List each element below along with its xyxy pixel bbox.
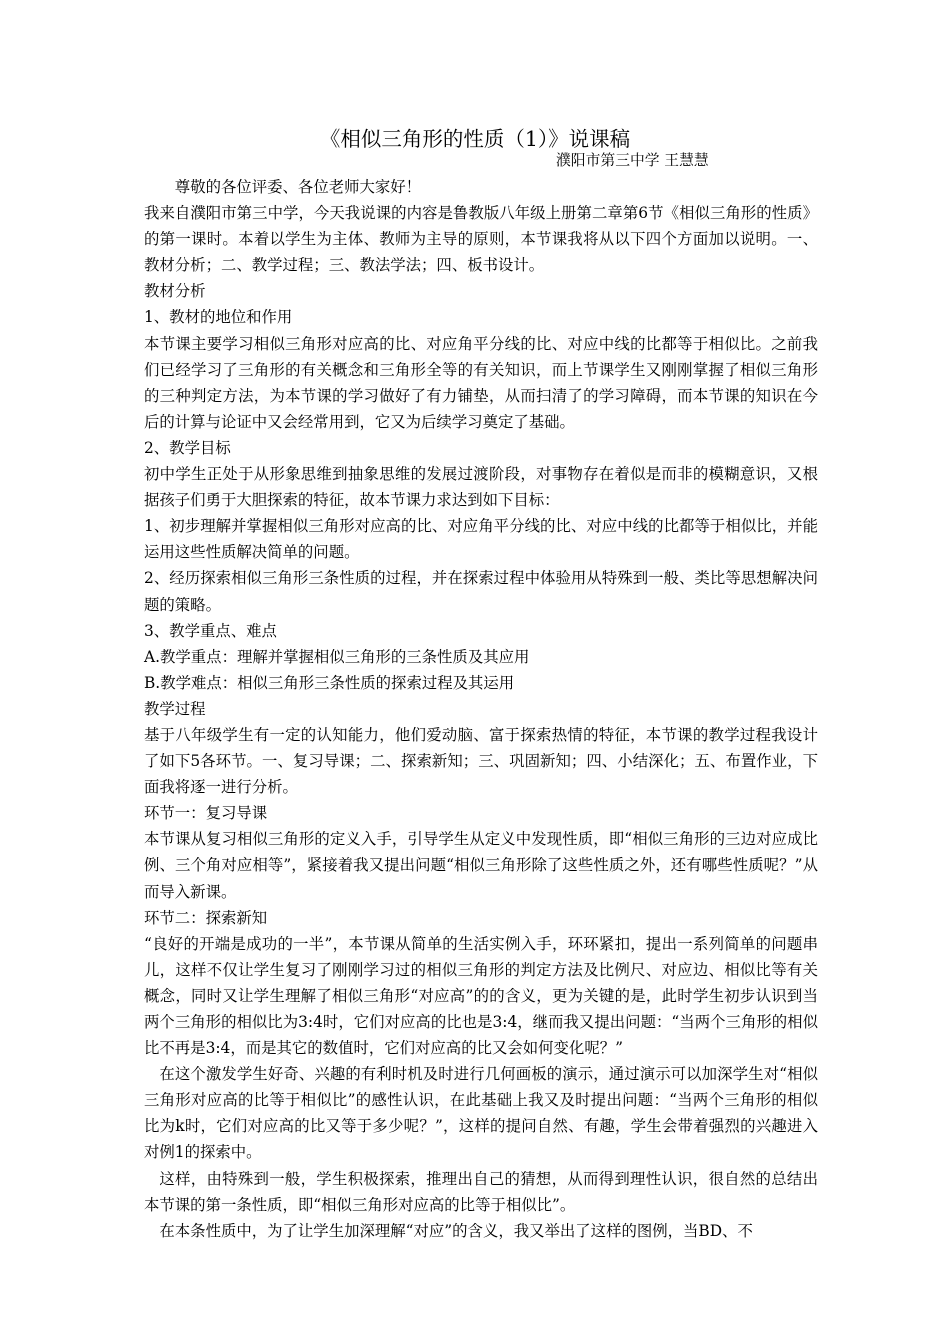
goal-item: 2、经历探索相似三角形三条性质的过程，并在探索过程中体验用从特殊到一般、类比等思想解决问题的策略。	[144, 569, 818, 614]
body-paragraph: 基于八年级学生有一定的认知能力，他们爱动脑、富于探索热情的特征，本节课的教学过程我设计了如下5各环节。一、复习导课；二、探索新知；三、巩固新知；四、小结深化；五、布置作业，下面我将逐一进行分析。	[144, 725, 818, 797]
section-heading: 教材分析	[144, 282, 206, 301]
difficulty-point: B.教学难点：相似三角形三条性质的探索过程及其运用	[144, 673, 515, 692]
document-body	[144, 174, 818, 1244]
body-paragraph: 在本条性质中，为了让学生加深理解“对应”的含义，我又举出了这样的图例，当BD、不	[159, 1221, 753, 1240]
subsection-heading: 环节二：探索新知	[144, 908, 268, 927]
goal-item: 1、初步理解并掌握相似三角形对应高的比、对应角平分线的比、对应中线的比都等于相似比，并能运用这些性质解决简单的问题。	[144, 517, 818, 562]
document-title: 《相似三角形的性质（1）》说课稿	[319, 127, 631, 151]
key-point: A.教学重点：理解并掌握相似三角形的三条性质及其应用	[144, 647, 530, 666]
subsection-heading: 环节一：复习导课	[144, 804, 268, 823]
body-paragraph: 初中学生正处于从形象思维到抽象思维的发展过渡阶段，对事物存在着似是而非的模糊意识，又根据孩子们勇于大胆探索的特征，故本节课力求达到如下目标：	[144, 465, 818, 510]
section-heading: 教学过程	[144, 699, 206, 718]
subsection-heading: 1、教材的地位和作用	[144, 308, 293, 327]
body-paragraph: 本节课主要学习相似三角形对应高的比、对应角平分线的比、对应中线的比都等于相似比。之前我们已经学习了三角形的有关概念和三角形全等的有关知识，而上节课学生又刚刚掌握了相似三角形的三种判定方法，为本节课的学习做好了有力铺垫，从而扫清了的学习障碍，而本节课的知识在今后的计算与论证中又会经常用到，它又为后续学习奠定了基础。	[144, 334, 818, 431]
document-author: 濮阳市第三中学 王慧慧	[556, 152, 709, 169]
body-paragraph: 本节课从复习相似三角形的定义入手，引导学生从定义中发现性质，即“相似三角形的三边对应成比例、三个角对应相等”，紧接着我又提出问题“相似三角形除了这些性质之外，还有哪些性质呢？”从而导入新课。	[144, 830, 818, 901]
subsection-heading: 3、教学重点、难点	[144, 621, 277, 640]
body-paragraph: 这样，由特殊到一般，学生积极探索，推理出自己的猜想，从而得到理性认识，很自然的总结出本节课的第一条性质，即“相似三角形对应高的比等于相似比”。	[144, 1169, 818, 1214]
subsection-heading: 2、教学目标	[144, 438, 231, 457]
body-paragraph: “良好的开端是成功的一半”，本节课从简单的生活实例入手，环环紧扣，提出一系列简单的问题串儿，这样不仅让学生复习了刚刚学习过的相似三角形的判定方法及比例尺、对应边、相似比等有关概念，同时又让学生理解了相似三角形“对应高”的的含义，更为关键的是，此时学生初步认识到当两个三角形的相似比为3:4时，它们对应高的比也是3:4，继而我又提出问题：“当两个三角形的相似比不再是3:4，而是其它的数值时，它们对应高的比又会如何变化呢？”	[144, 934, 818, 1058]
intro-paragraph: 我来自濮阳市第三中学，今天我说课的内容是鲁教版八年级上册第二章第6节《相似三角形的性质》的第一课时。本着以学生为主体、教师为主导的原则，本节课我将从以下四个方面加以说明。一、教材分析；二、教学过程；三、教法学法；四、板书设计。	[144, 204, 818, 275]
greeting-paragraph: 尊敬的各位评委、各位老师大家好！	[174, 178, 422, 196]
body-paragraph: 在这个激发学生好奇、兴趣的有利时机及时进行几何画板的演示，通过演示可以加深学生对“相似三角形对应高的比等于相似比”的感性认识，在此基础上我又及时提出问题：“当两个三角形的相似比为k时，它们对应高的比又等于多少呢？”，这样的提问自然、有趣，学生会带着强烈的兴趣进入对例1的探索中。	[144, 1065, 818, 1162]
